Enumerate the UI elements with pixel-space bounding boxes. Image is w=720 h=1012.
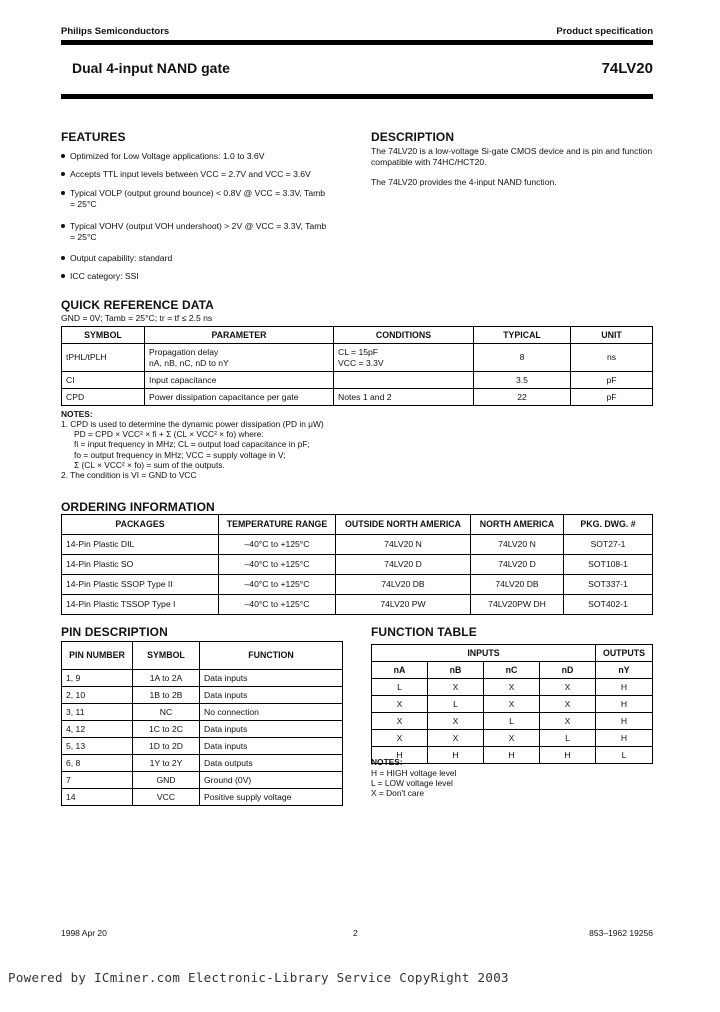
table-row: 1, 9 1A to 2A Data inputs [62,670,343,687]
qrd-col-symbol: SYMBOL [62,327,145,344]
feature-item: Accepts TTL input levels between VCC = 2.7V and VCC = 3.6V [61,169,351,180]
table-row: H H H H L [372,747,653,764]
ordering-col-outside-na: OUTSIDE NORTH AMERICA [336,515,471,535]
pin-col-function: FUNCTION [200,642,343,670]
table-row: 2, 10 1B to 2B Data inputs [62,687,343,704]
feature-item: Output capability: standard [61,253,351,264]
ft-col-nc: nC [484,662,540,679]
table-row: CI Input capacitance 3.5 pF [62,372,653,389]
table-row: 5, 13 1D to 2D Data inputs [62,738,343,755]
pin-description-table [61,641,343,806]
ft-group-outputs: OUTPUTS [596,645,653,662]
table-row: 6, 8 1Y to 2Y Data outputs [62,755,343,772]
description-paragraph: The 74LV20 is a low-voltage Si-gate CMOS device and is pin and function compatible with 74HC/HCT20. [371,146,653,167]
table-row: 14-Pin Plastic DIL –40°C to +125°C 74LV20 N 74LV20 N SOT27-1 [62,535,653,555]
doc-type: Product specification [556,26,653,37]
ordering-col-temp: TEMPERATURE RANGE [219,515,336,535]
ft-col-na: nA [372,662,428,679]
table-row: tPHL/tPLH Propagation delay nA, nB, nC, nD to nY CL = 15pF VCC = 3.3V 8 ns [62,344,653,372]
table-row: 14 VCC Positive supply voltage [62,789,343,806]
feature-item: ICC category: SSI [61,271,351,282]
table-row: L X X X H [372,679,653,696]
ordering-col-na: NORTH AMERICA [471,515,564,535]
watermark-text: Powered by ICminer.com Electronic-Library Service CopyRight 2003 [8,970,509,985]
table-row: CPD Power dissipation capacitance per gate Notes 1 and 2 22 pF [62,389,653,406]
header-rule-top [61,40,653,45]
ordering-col-pkg-dwg: PKG. DWG. # [564,515,653,535]
page-title: Dual 4-input NAND gate [72,60,230,76]
table-row: X X L X H [372,713,653,730]
ft-col-nd: nD [540,662,596,679]
footer-date: 1998 Apr 20 [61,928,107,938]
ordering-heading: ORDERING INFORMATION [61,500,215,514]
feature-item: Typical VOLP (output ground bounce) < 0.8V @ VCC = 3.3V, Tamb = 25°C [61,188,331,210]
qrd-conditions: GND = 0V; Tamb = 25°C; tr = tf ≤ 2.5 ns [61,313,213,323]
description-heading: DESCRIPTION [371,130,455,144]
pin-col-number: PIN NUMBER [62,642,133,670]
function-table-heading: FUNCTION TABLE [371,625,477,639]
table-row: 14-Pin Plastic SO –40°C to +125°C 74LV20 D 74LV20 D SOT108-1 [62,555,653,575]
qrd-col-conditions: CONDITIONS [334,327,474,344]
pin-description-heading: PIN DESCRIPTION [61,625,168,639]
description-paragraph: The 74LV20 provides the 4-input NAND function. [371,177,557,187]
ordering-col-packages: PACKAGES [62,515,219,535]
table-row: 14-Pin Plastic SSOP Type II –40°C to +125°C 74LV20 DB 74LV20 DB SOT337-1 [62,575,653,595]
table-row: X X X L H [372,730,653,747]
header-rule-bottom [61,94,653,99]
function-table-notes-heading: NOTES: [371,757,403,767]
ft-col-nb: nB [428,662,484,679]
pin-col-symbol: SYMBOL [133,642,200,670]
qrd-notes: 1. CPD is used to determine the dynamic power dissipation (PD in μW) PD = CPD × VCC² × fi + Σ (CL × VCC² × fo) where: fi = input frequency in MHz; CL = output load capacitance in pF; fo = output frequency in MHz; VCC = supply voltage in V; Σ (CL × VCC² × fo) = sum of the outputs. 2. The condition is VI = GND to VCC [61,419,324,481]
qrd-heading: QUICK REFERENCE DATA [61,298,214,312]
features-heading: FEATURES [61,130,126,144]
company-name: Philips Semiconductors [61,26,170,37]
qrd-col-unit: UNIT [571,327,653,344]
feature-item: Optimized for Low Voltage applications: 1.0 to 3.6V [61,151,351,162]
footer-code: 853–1962 19256 [589,928,653,938]
table-row: 14-Pin Plastic TSSOP Type I –40°C to +125°C 74LV20 PW 74LV20PW DH SOT402-1 [62,595,653,615]
part-number: 74LV20 [601,60,653,77]
table-row: 4, 12 1C to 2C Data inputs [62,721,343,738]
qrd-col-parameter: PARAMETER [145,327,334,344]
function-table [371,644,653,764]
qrd-notes-heading: NOTES: [61,409,93,419]
function-table-notes: H = HIGH voltage level L = LOW voltage level X = Don't care [371,768,457,799]
ft-group-inputs: INPUTS [372,645,596,662]
feature-item: Typical VOHV (output VOH undershoot) > 2V @ VCC = 3.3V, Tamb = 25°C [61,221,331,243]
table-row: X L X X H [372,696,653,713]
quick-reference-table [61,326,653,406]
qrd-col-typical: TYPICAL [474,327,571,344]
ordering-table [61,514,653,615]
table-row: 7 GND Ground (0V) [62,772,343,789]
ft-col-ny: nY [596,662,653,679]
table-row: 3, 11 NC No connection [62,704,343,721]
footer-page-number: 2 [353,928,358,938]
